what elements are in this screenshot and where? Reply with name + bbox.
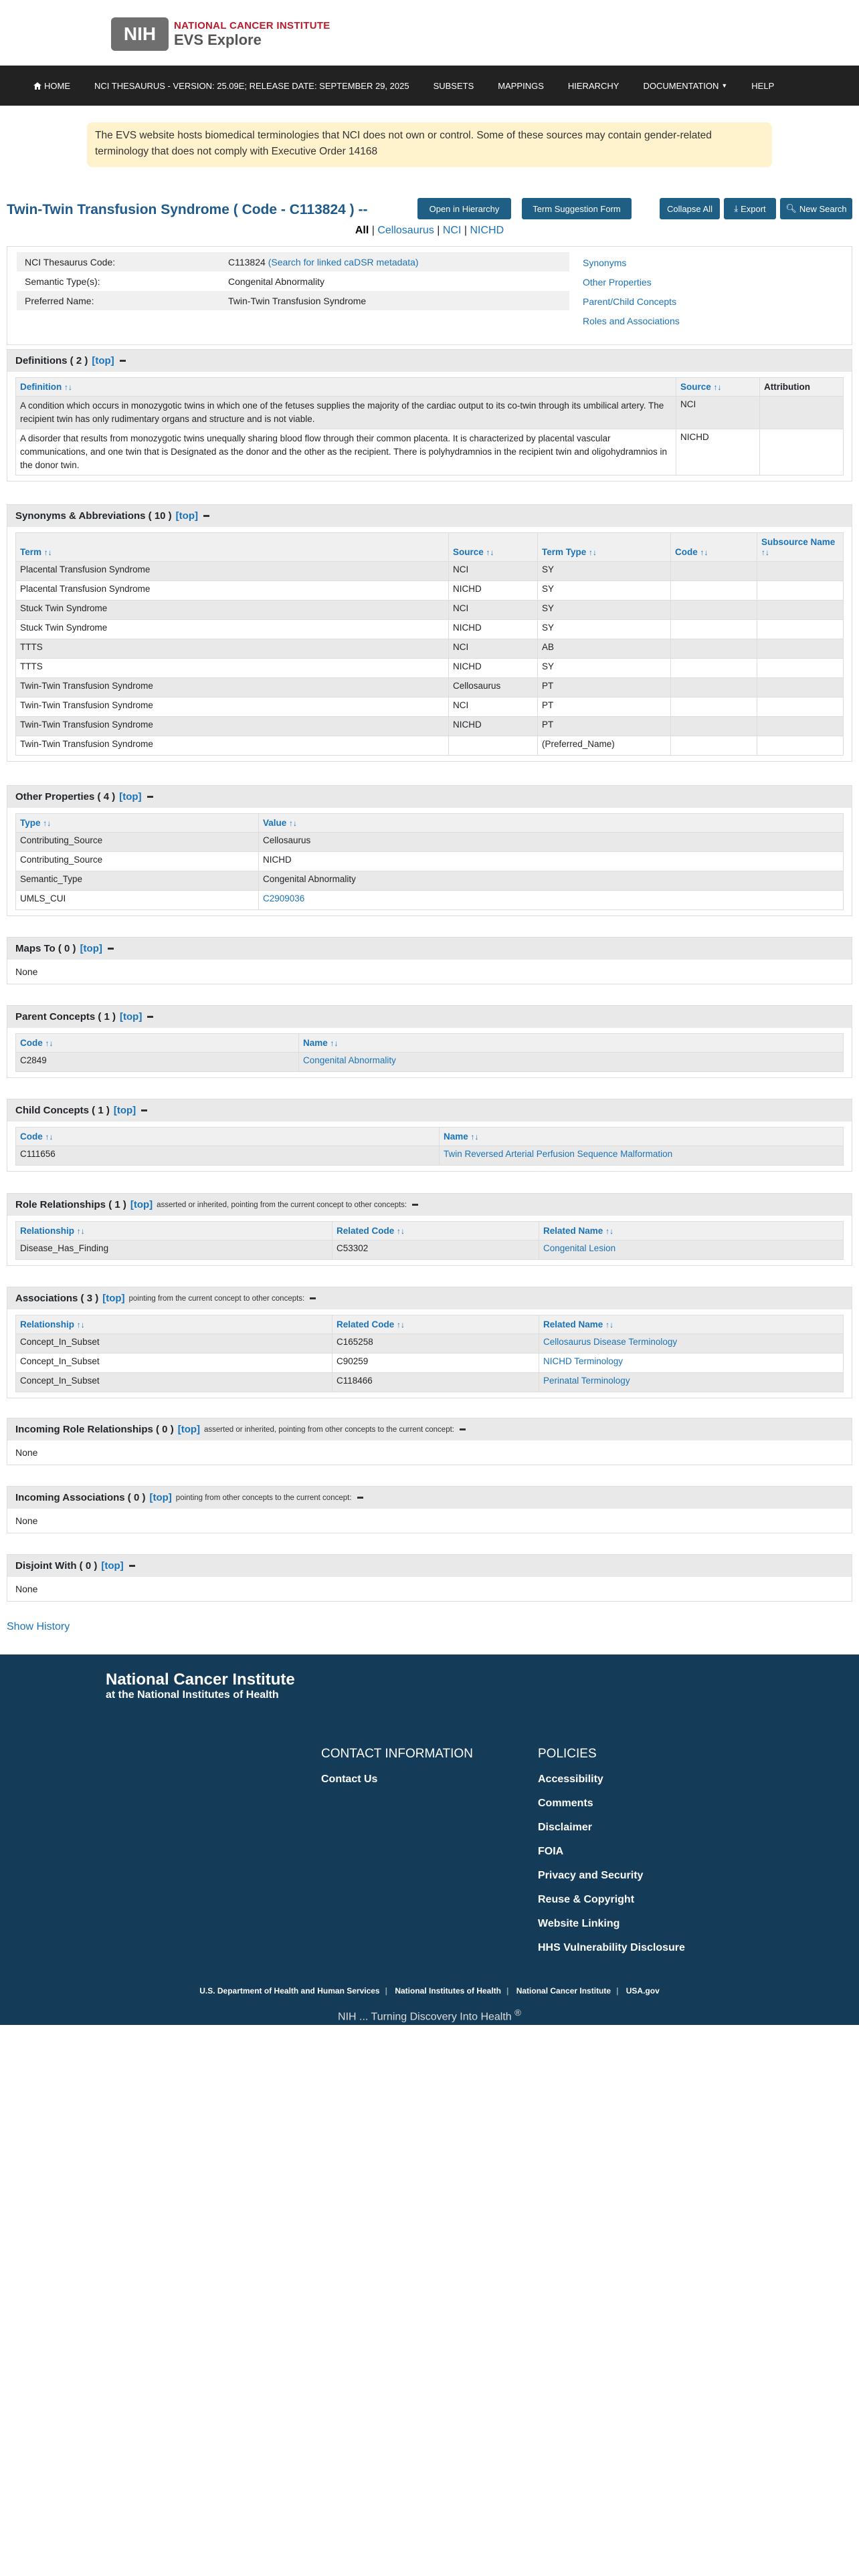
table-row: Semantic_Type Congenital Abnormality bbox=[16, 871, 844, 891]
col-header[interactable]: Type ↑↓ bbox=[16, 814, 259, 833]
table-cell: TTTS bbox=[16, 659, 449, 678]
show-history-link[interactable]: Show History bbox=[7, 1621, 70, 1632]
sort-icon[interactable]: ↑↓ bbox=[43, 548, 52, 557]
table-cell: Twin-Twin Transfusion Syndrome bbox=[16, 697, 449, 717]
sort-icon[interactable]: ↑↓ bbox=[64, 383, 73, 392]
new-search-label: New Search bbox=[799, 203, 847, 214]
sort-icon[interactable]: ↑↓ bbox=[761, 548, 769, 557]
concept-link[interactable]: NICHD Terminology bbox=[543, 1356, 624, 1366]
policy-link-vulnerability[interactable]: HHS Vulnerability Disclosure bbox=[538, 1942, 685, 1953]
nav-documentation[interactable] bbox=[643, 81, 727, 91]
empty-message: None bbox=[15, 966, 38, 977]
collapse-icon[interactable] bbox=[412, 1204, 418, 1206]
table-cell bbox=[757, 639, 844, 659]
table-cell: AB bbox=[538, 639, 671, 659]
table-cell: Stuck Twin Syndrome bbox=[16, 620, 449, 639]
table-row: A condition which occurs in monozygotic twins in which one of the fetuses supplies the majority of the cardiac output to its co-twin through its umbilical artery. The recipient twin has only rudimentary organs and structure and is not viable. NCI bbox=[16, 397, 844, 429]
nav-hierarchy[interactable]: HIERARCHY bbox=[567, 80, 619, 91]
policy-link-disclaimer[interactable]: Disclaimer bbox=[538, 1822, 592, 1833]
col-header[interactable]: Related Code ↑↓ bbox=[332, 1315, 539, 1334]
semantic-label: Semantic Type(s): bbox=[25, 276, 100, 287]
table-row: C111656 Twin Reversed Arterial Perfusion Sequence Malformation bbox=[16, 1146, 844, 1166]
table-row: UMLS_CUI C2909036 bbox=[16, 891, 844, 910]
footer-tagline bbox=[0, 2008, 859, 2023]
associations-section bbox=[7, 1287, 852, 1398]
sort-icon[interactable]: ↑↓ bbox=[76, 1320, 85, 1329]
table-cell bbox=[757, 601, 844, 620]
col-header[interactable]: Related Name ↑↓ bbox=[539, 1315, 844, 1334]
export-label: Export bbox=[741, 203, 766, 214]
concept-link[interactable]: Cellosaurus Disease Terminology bbox=[543, 1337, 678, 1347]
col-header[interactable]: Value ↑↓ bbox=[259, 814, 844, 833]
code-label: NCI Thesaurus Code: bbox=[25, 256, 116, 267]
jump-roles[interactable]: Roles and Associations bbox=[583, 316, 680, 326]
col-header[interactable]: Related Name ↑↓ bbox=[539, 1222, 844, 1241]
section-title: Incoming Associations ( 0 ) bbox=[15, 1492, 146, 1503]
collapse-icon[interactable] bbox=[120, 360, 126, 362]
table-row: Contributing_Source NICHD bbox=[16, 852, 844, 871]
contact-column bbox=[321, 1747, 473, 1798]
table-cell bbox=[757, 659, 844, 678]
incoming-roles-header[interactable] bbox=[7, 1418, 852, 1440]
table-cell: SY bbox=[538, 562, 671, 581]
col-header[interactable]: Relationship ↑↓ bbox=[16, 1315, 332, 1334]
table-cell bbox=[671, 659, 757, 678]
section-title: Parent Concepts ( 1 ) bbox=[15, 1011, 116, 1023]
table-cell bbox=[757, 717, 844, 736]
nav-subsets[interactable]: SUBSETS bbox=[433, 80, 474, 91]
separator: | bbox=[464, 225, 468, 236]
app-name: EVS Explore bbox=[174, 31, 262, 48]
site-logo[interactable] bbox=[111, 17, 330, 51]
table-cell: PT bbox=[538, 697, 671, 717]
term-suggestion-button[interactable]: Term Suggestion Form bbox=[522, 198, 632, 219]
nav-mappings[interactable]: MAPPINGS bbox=[498, 80, 544, 91]
table-cell: NCI bbox=[449, 562, 538, 581]
top-link[interactable]: [top] bbox=[113, 1105, 136, 1116]
disjoint-section bbox=[7, 1554, 852, 1602]
collapse-all-button[interactable]: Collapse All bbox=[660, 198, 720, 219]
nav-home-label: HOME bbox=[44, 80, 70, 91]
col-header[interactable]: Related Code ↑↓ bbox=[332, 1222, 539, 1241]
source-filter bbox=[0, 225, 859, 237]
top-link[interactable]: [top] bbox=[101, 1560, 124, 1572]
col-header[interactable]: Definition ↑↓ bbox=[16, 378, 676, 397]
nci-link[interactable]: National Cancer Institute bbox=[516, 1986, 611, 1996]
sort-icon[interactable]: ↑↓ bbox=[713, 383, 722, 392]
jump-parent-child[interactable]: Parent/Child Concepts bbox=[583, 296, 677, 307]
code-value: C113824 bbox=[228, 256, 266, 267]
top-link[interactable]: [top] bbox=[149, 1492, 172, 1503]
nav-thesaurus[interactable]: NCI THESAURUS - VERSION: 25.09E; RELEASE DATE: SEPTEMBER 29, 2025 bbox=[94, 80, 409, 91]
institute-name: NATIONAL CANCER INSTITUTE bbox=[174, 19, 330, 31]
sort-icon[interactable]: ↑↓ bbox=[43, 819, 52, 828]
incoming-associations-header[interactable] bbox=[7, 1486, 852, 1509]
col-header[interactable]: Source ↑↓ bbox=[449, 533, 538, 562]
parent-concepts-section bbox=[7, 1005, 852, 1078]
sort-icon[interactable]: ↑↓ bbox=[289, 819, 298, 828]
collapse-icon[interactable] bbox=[460, 1428, 466, 1430]
download-icon: ⤓ bbox=[734, 203, 739, 213]
table-cell bbox=[671, 601, 757, 620]
parent-table bbox=[15, 1033, 844, 1072]
policies-column bbox=[538, 1747, 685, 1966]
table-row bbox=[16, 562, 844, 581]
roles-table bbox=[15, 1221, 844, 1260]
role-relationships-section bbox=[7, 1193, 852, 1266]
table-row: Concept_In_Subset C118466 Perinatal Terminology bbox=[16, 1373, 844, 1392]
child-concepts-section bbox=[7, 1099, 852, 1172]
table-cell bbox=[671, 562, 757, 581]
table-row bbox=[16, 620, 844, 639]
nav-help[interactable]: HELP bbox=[751, 80, 775, 91]
properties-section bbox=[7, 785, 852, 916]
source-all[interactable]: All bbox=[355, 225, 369, 236]
table-cell bbox=[757, 581, 844, 601]
section-jump-links bbox=[583, 253, 680, 331]
section-note: asserted or inherited, pointing from the current concept to other concepts: bbox=[157, 1200, 407, 1209]
collapse-icon[interactable] bbox=[147, 796, 153, 798]
export-button[interactable] bbox=[724, 198, 776, 219]
footer-bottom-links: U.S. Department of Health and Human Services | National Institutes of Health | National Cancer Institute | USA.gov bbox=[199, 1986, 660, 1996]
table-row bbox=[16, 736, 844, 756]
source-nichd[interactable]: NICHD bbox=[470, 225, 504, 236]
separator: | bbox=[371, 225, 375, 236]
empty-message: None bbox=[15, 1584, 38, 1594]
table-cell: PT bbox=[538, 678, 671, 697]
policy-link-comments[interactable]: Comments bbox=[538, 1798, 593, 1809]
collapse-icon[interactable] bbox=[141, 1109, 147, 1111]
table-cell: NCI bbox=[449, 601, 538, 620]
concept-header bbox=[7, 198, 852, 222]
collapse-icon[interactable] bbox=[108, 948, 114, 950]
site-header bbox=[0, 0, 859, 66]
synonyms-table bbox=[15, 532, 844, 756]
col-header[interactable]: Code ↑↓ bbox=[16, 1128, 440, 1146]
table-row bbox=[16, 639, 844, 659]
table-row: Concept_In_Subset C165258 Cellosaurus Disease Terminology bbox=[16, 1334, 844, 1354]
collapse-icon[interactable] bbox=[357, 1497, 363, 1499]
table-cell: NICHD bbox=[449, 717, 538, 736]
new-search-button[interactable] bbox=[780, 198, 852, 219]
concept-link[interactable]: Congenital Lesion bbox=[543, 1243, 616, 1253]
sort-icon[interactable]: ↑↓ bbox=[605, 1226, 614, 1236]
col-header[interactable]: Source ↑↓ bbox=[676, 378, 760, 397]
col-header[interactable]: Term ↑↓ bbox=[16, 533, 449, 562]
top-link[interactable]: [top] bbox=[92, 355, 114, 366]
contact-heading: CONTACT INFORMATION bbox=[321, 1747, 473, 1761]
table-row: Contributing_Source Cellosaurus bbox=[16, 833, 844, 852]
nih-link[interactable]: National Institutes of Health bbox=[395, 1986, 501, 1996]
table-cell: Stuck Twin Syndrome bbox=[16, 601, 449, 620]
table-cell: PT bbox=[538, 717, 671, 736]
collapse-icon[interactable] bbox=[129, 1565, 135, 1567]
table-cell: Twin-Twin Transfusion Syndrome bbox=[16, 736, 449, 756]
section-note: asserted or inherited, pointing from other concepts to the current concept: bbox=[204, 1425, 454, 1434]
policies-heading: POLICIES bbox=[538, 1747, 597, 1761]
col-header[interactable]: Code ↑↓ bbox=[16, 1034, 299, 1053]
table-cell bbox=[757, 697, 844, 717]
col-header[interactable]: Code ↑↓ bbox=[671, 533, 757, 562]
table-cell bbox=[671, 620, 757, 639]
sort-icon[interactable]: ↑↓ bbox=[589, 548, 597, 557]
site-footer bbox=[0, 1654, 859, 2025]
sort-icon[interactable]: ↑↓ bbox=[330, 1039, 339, 1048]
top-link[interactable]: [top] bbox=[120, 1011, 142, 1023]
table-row: Disease_Has_Finding C53302 Congenital Lesion bbox=[16, 1241, 844, 1260]
table-cell: SY bbox=[538, 659, 671, 678]
table-row bbox=[16, 678, 844, 697]
table-cell: NCI bbox=[449, 697, 538, 717]
top-link[interactable]: [top] bbox=[175, 510, 198, 522]
incoming-associations-section bbox=[7, 1486, 852, 1533]
disclaimer-banner: The EVS website hosts biomedical terminologies that NCI does not own or control. Some of these sources may contain gender-related terminology that does not comply with Executive Order 14168 bbox=[87, 122, 772, 167]
section-title: Incoming Role Relationships ( 0 ) bbox=[15, 1424, 174, 1435]
table-cell: SY bbox=[538, 620, 671, 639]
cadsr-link[interactable]: (Search for linked caDSR metadata) bbox=[268, 256, 419, 267]
definitions-header[interactable] bbox=[7, 349, 852, 372]
empty-message: None bbox=[15, 1447, 38, 1458]
table-cell: NICHD bbox=[449, 659, 538, 678]
section-note: pointing from the current concept to other concepts: bbox=[128, 1294, 305, 1303]
top-link[interactable]: [top] bbox=[130, 1199, 153, 1210]
sort-icon[interactable]: ↑↓ bbox=[470, 1132, 479, 1142]
preferred-label: Preferred Name: bbox=[25, 295, 94, 306]
collapse-icon[interactable] bbox=[203, 515, 209, 517]
open-hierarchy-button[interactable]: Open in Hierarchy bbox=[417, 198, 511, 219]
disjoint-header[interactable] bbox=[7, 1554, 852, 1577]
table-cell: Cellosaurus bbox=[449, 678, 538, 697]
source-cellosaurus[interactable]: Cellosaurus bbox=[377, 225, 434, 236]
properties-header[interactable] bbox=[7, 785, 852, 808]
policy-link-accessibility[interactable]: Accessibility bbox=[538, 1774, 603, 1785]
top-link[interactable]: [top] bbox=[80, 943, 102, 954]
section-title: Child Concepts ( 1 ) bbox=[15, 1105, 110, 1116]
sort-icon[interactable]: ↑↓ bbox=[486, 548, 494, 557]
separator: | bbox=[437, 225, 440, 236]
associations-header[interactable] bbox=[7, 1287, 852, 1309]
table-row bbox=[16, 659, 844, 678]
hhs-link[interactable]: U.S. Department of Health and Human Services bbox=[199, 1986, 380, 1996]
table-cell bbox=[757, 620, 844, 639]
policy-link-foia[interactable]: FOIA bbox=[538, 1846, 564, 1857]
policy-link-linking[interactable]: Website Linking bbox=[538, 1918, 620, 1929]
top-link[interactable]: [top] bbox=[119, 791, 142, 802]
associations-table bbox=[15, 1315, 844, 1392]
maps-to-section bbox=[7, 937, 852, 984]
concept-link[interactable]: Perinatal Terminology bbox=[543, 1376, 630, 1386]
roles-header[interactable] bbox=[7, 1193, 852, 1216]
table-cell: Twin-Twin Transfusion Syndrome bbox=[16, 678, 449, 697]
policy-link-privacy[interactable]: Privacy and Security bbox=[538, 1870, 644, 1881]
maps-to-header[interactable] bbox=[7, 937, 852, 960]
sort-icon[interactable]: ↑↓ bbox=[76, 1226, 85, 1236]
section-title: Associations ( 3 ) bbox=[15, 1293, 99, 1304]
footer-title: National Cancer Institute bbox=[106, 1671, 295, 1689]
sort-icon[interactable]: ↑↓ bbox=[45, 1039, 54, 1048]
concept-title: Twin-Twin Transfusion Syndrome ( Code - C113824 ) -- bbox=[7, 202, 368, 217]
concept-link[interactable]: Congenital Abnormality bbox=[303, 1055, 396, 1065]
table-cell bbox=[671, 736, 757, 756]
definitions-table bbox=[15, 377, 844, 475]
section-title: Role Relationships ( 1 ) bbox=[15, 1199, 126, 1210]
section-title: Other Properties ( 4 ) bbox=[15, 791, 116, 802]
home-icon bbox=[33, 82, 41, 90]
table-row: Concept_In_Subset C90259 NICHD Terminology bbox=[16, 1354, 844, 1373]
table-cell bbox=[757, 736, 844, 756]
search-icon: 🔍︎ bbox=[785, 203, 797, 213]
table-cell: Twin-Twin Transfusion Syndrome bbox=[16, 717, 449, 736]
child-table bbox=[15, 1127, 844, 1166]
usagov-link[interactable]: USA.gov bbox=[626, 1986, 660, 1996]
semantic-value: Congenital Abnormality bbox=[228, 276, 324, 287]
top-link[interactable]: [top] bbox=[102, 1293, 125, 1304]
definitions-section bbox=[7, 349, 852, 481]
sort-icon[interactable]: ↑↓ bbox=[397, 1226, 405, 1236]
table-cell bbox=[671, 678, 757, 697]
contact-us-link[interactable]: Contact Us bbox=[321, 1774, 378, 1785]
table-row bbox=[16, 601, 844, 620]
table-cell: Placental Transfusion Syndrome bbox=[16, 562, 449, 581]
nih-logo: NIH bbox=[111, 17, 169, 51]
top-link[interactable]: [top] bbox=[177, 1424, 201, 1435]
table-cell: TTTS bbox=[16, 639, 449, 659]
collapse-icon[interactable] bbox=[310, 1297, 316, 1299]
registered-mark: ® bbox=[514, 2008, 521, 2018]
synonyms-section bbox=[7, 504, 852, 762]
table-cell: NICHD bbox=[449, 581, 538, 601]
col-header: Attribution bbox=[760, 378, 844, 397]
table-cell: SY bbox=[538, 601, 671, 620]
table-cell: Placental Transfusion Syndrome bbox=[16, 581, 449, 601]
preferred-value: Twin-Twin Transfusion Syndrome bbox=[228, 295, 367, 306]
umls-cui-link[interactable]: C2909036 bbox=[263, 893, 305, 903]
table-row bbox=[16, 717, 844, 736]
source-nci[interactable]: NCI bbox=[442, 225, 462, 236]
section-title: Maps To ( 0 ) bbox=[15, 943, 76, 954]
concept-link[interactable]: Twin Reversed Arterial Perfusion Sequence Malformation bbox=[444, 1149, 673, 1159]
table-row: A disorder that results from monozygotic twins unequally sharing blood flow through their common placenta. It is characterized by placental vascular communications, and one twin that is Designated as the donor and the other as the recipient. There is polyhydramnios in the recipient twin and oligohydramnios in the donor twin. NICHD bbox=[16, 429, 844, 475]
footer-subtitle: at the National Institutes of Health bbox=[106, 1689, 279, 1701]
table-cell: NCI bbox=[449, 639, 538, 659]
caret-down-icon: ▼ bbox=[721, 82, 728, 89]
table-cell bbox=[671, 717, 757, 736]
table-row bbox=[16, 581, 844, 601]
table-cell: NICHD bbox=[449, 620, 538, 639]
incoming-roles-section bbox=[7, 1418, 852, 1465]
table-row bbox=[16, 697, 844, 717]
col-header[interactable]: Name ↑↓ bbox=[299, 1034, 844, 1053]
collapse-icon[interactable] bbox=[147, 1016, 153, 1018]
policy-link-reuse[interactable]: Reuse & Copyright bbox=[538, 1894, 635, 1905]
table-cell: (Preferred_Name) bbox=[538, 736, 671, 756]
sort-icon[interactable]: ↑↓ bbox=[605, 1320, 614, 1329]
table-cell bbox=[671, 581, 757, 601]
table-cell bbox=[449, 736, 538, 756]
concept-summary bbox=[7, 246, 852, 345]
main-nav bbox=[0, 66, 859, 106]
child-concepts-header[interactable] bbox=[7, 1099, 852, 1121]
nav-documentation-label: DOCUMENTATION bbox=[643, 80, 719, 91]
table-cell: SY bbox=[538, 581, 671, 601]
parent-concepts-header[interactable] bbox=[7, 1005, 852, 1028]
jump-other-properties[interactable]: Other Properties bbox=[583, 277, 652, 288]
sort-icon[interactable]: ↑↓ bbox=[45, 1132, 54, 1142]
col-header[interactable]: Name ↑↓ bbox=[440, 1128, 844, 1146]
sort-icon[interactable]: ↑↓ bbox=[700, 548, 708, 557]
table-cell bbox=[757, 678, 844, 697]
table-cell bbox=[671, 697, 757, 717]
section-title: Disjoint With ( 0 ) bbox=[15, 1560, 98, 1572]
synonyms-header[interactable] bbox=[7, 504, 852, 527]
nav-home[interactable] bbox=[33, 81, 70, 91]
table-cell bbox=[757, 562, 844, 581]
table-row: C2849 Congenital Abnormality bbox=[16, 1053, 844, 1072]
section-note: pointing from other concepts to the current concept: bbox=[175, 1493, 352, 1502]
tagline-text: NIH ... Turning Discovery Into Health bbox=[338, 2011, 512, 2023]
col-header[interactable]: Relationship ↑↓ bbox=[16, 1222, 332, 1241]
empty-message: None bbox=[15, 1515, 38, 1526]
section-title: Synonyms & Abbreviations ( 10 ) bbox=[15, 510, 172, 522]
col-header[interactable]: Subsource Name ↑↓ bbox=[757, 533, 844, 562]
sort-icon[interactable]: ↑↓ bbox=[397, 1320, 405, 1329]
jump-synonyms[interactable]: Synonyms bbox=[583, 257, 627, 268]
table-cell bbox=[671, 639, 757, 659]
properties-table bbox=[15, 813, 844, 910]
section-title: Definitions ( 2 ) bbox=[15, 355, 88, 366]
col-header[interactable]: Term Type ↑↓ bbox=[538, 533, 671, 562]
